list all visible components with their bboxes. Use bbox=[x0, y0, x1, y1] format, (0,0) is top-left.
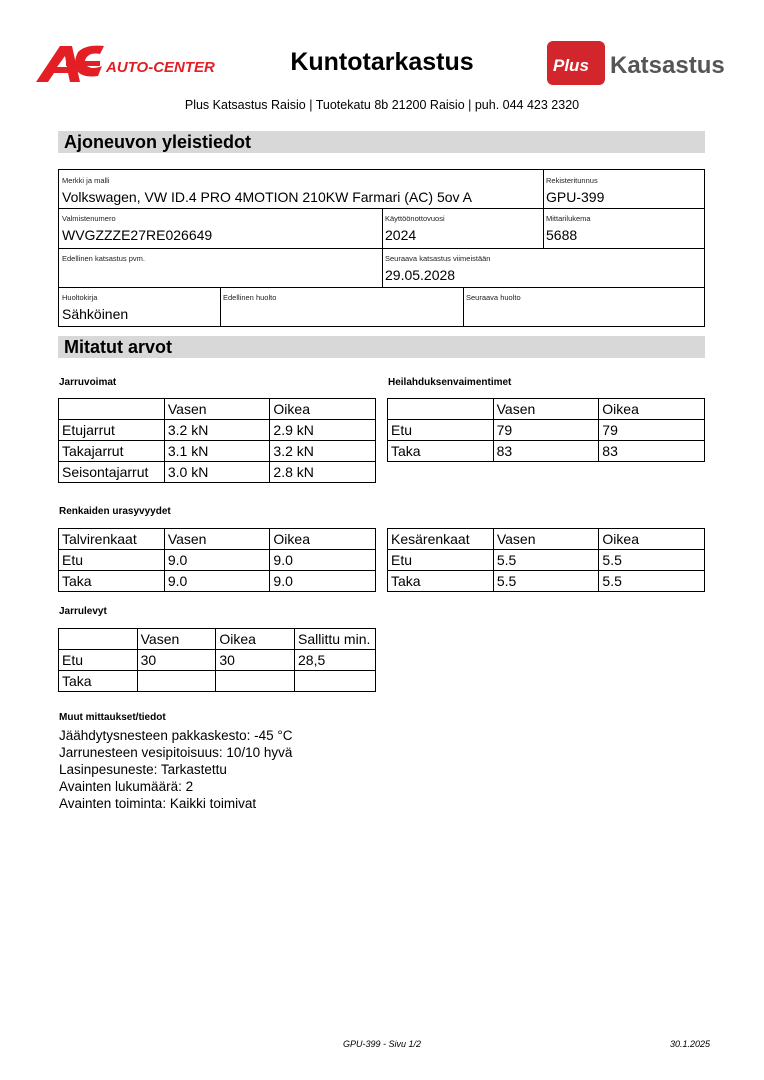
table-cell: 9.0 bbox=[164, 571, 270, 592]
table-cell bbox=[388, 399, 494, 420]
brakes-table bbox=[58, 398, 376, 483]
registration-label: Rekisteritunnus bbox=[546, 176, 598, 185]
table-cell: Takajarrut bbox=[59, 441, 165, 462]
tires-label: Renkaiden urasyvyydet bbox=[59, 506, 171, 517]
next-inspection-value: 29.05.2028 bbox=[385, 267, 456, 283]
svg-text:Katsastus: Katsastus bbox=[610, 52, 725, 79]
table-row bbox=[59, 629, 376, 650]
service-book-cell bbox=[59, 287, 220, 327]
list-item: Avainten toiminta: Kaikki toimivat bbox=[59, 796, 257, 811]
first-use-cell bbox=[382, 208, 543, 248]
list-item: Lasinpesuneste: Tarkastettu bbox=[59, 762, 227, 777]
table-cell: Oikea bbox=[599, 529, 705, 550]
table-cell: Kesärenkaat bbox=[388, 529, 494, 550]
next-inspection-label: Seuraava katsastus viimeistään bbox=[385, 254, 491, 263]
table-cell: 9.0 bbox=[270, 550, 376, 571]
table-cell: 79 bbox=[599, 420, 705, 441]
table-cell: 28,5 bbox=[295, 650, 376, 671]
table-cell: Taka bbox=[388, 571, 494, 592]
brakes-label: Jarruvoimat bbox=[59, 377, 117, 388]
first-use-value: 2024 bbox=[385, 227, 417, 243]
table-cell: 5.5 bbox=[493, 550, 599, 571]
odometer-cell bbox=[543, 208, 704, 248]
address-line: Plus Katsastus Raisio | Tuotekatu 8b 21200 Raisio | puh. 044 423 2320 bbox=[184, 98, 580, 112]
table-row bbox=[59, 441, 376, 462]
table-row bbox=[59, 650, 376, 671]
discs-label: Jarrulevyt bbox=[59, 606, 107, 617]
table-row bbox=[59, 462, 376, 483]
table-row bbox=[59, 420, 376, 441]
page-title: Kuntotarkastus bbox=[290, 48, 474, 76]
shocks-table bbox=[387, 398, 705, 462]
prev-service-label: Edellinen huolto bbox=[223, 293, 277, 302]
table-cell: Taka bbox=[59, 571, 165, 592]
prev-inspection-label: Edellinen katsastus pvm. bbox=[62, 254, 145, 263]
next-service-cell bbox=[463, 287, 704, 327]
table-cell bbox=[137, 671, 216, 692]
brake-discs-table bbox=[58, 628, 376, 692]
table-cell bbox=[59, 629, 138, 650]
table-cell: Vasen bbox=[137, 629, 216, 650]
next-inspection-cell bbox=[382, 248, 704, 287]
table-row bbox=[59, 529, 376, 550]
make-model-cell bbox=[59, 170, 543, 208]
list-item: Jarrunesteen vesipitoisuus: 10/10 hyvä bbox=[59, 745, 293, 760]
section-measured-values: Mitatut arvot bbox=[58, 336, 705, 358]
vehicle-info-box bbox=[58, 169, 705, 327]
table-row bbox=[59, 399, 376, 420]
table-row bbox=[388, 441, 705, 462]
table-cell: Oikea bbox=[599, 399, 705, 420]
table-cell: Vasen bbox=[493, 529, 599, 550]
prev-inspection-cell bbox=[59, 248, 382, 287]
table-cell: Talvirenkaat bbox=[59, 529, 165, 550]
vin-cell bbox=[59, 208, 382, 248]
section-general-info: Ajoneuvon yleistiedot bbox=[58, 131, 705, 153]
service-book-label: Huoltokirja bbox=[62, 293, 98, 302]
first-use-label: Käyttöönottovuosi bbox=[385, 214, 445, 223]
summer-tires-table bbox=[387, 528, 705, 592]
vin-value: WVGZZZE27RE026649 bbox=[62, 227, 213, 243]
table-cell: Sallittu min. bbox=[295, 629, 376, 650]
odometer-value: 5688 bbox=[546, 227, 578, 243]
table-cell: Etu bbox=[388, 420, 494, 441]
table-row bbox=[388, 550, 705, 571]
odometer-label: Mittarilukema bbox=[546, 214, 591, 223]
table-cell: 30 bbox=[137, 650, 216, 671]
other-measurements bbox=[59, 727, 293, 812]
winter-tires-table bbox=[58, 528, 376, 592]
table-row bbox=[59, 671, 376, 692]
svg-text:Plus: Plus bbox=[553, 56, 589, 75]
registration-cell bbox=[543, 170, 704, 208]
table-cell: 9.0 bbox=[164, 550, 270, 571]
table-cell: Taka bbox=[59, 671, 138, 692]
table-row bbox=[388, 399, 705, 420]
service-book-value: Sähköinen bbox=[62, 306, 129, 322]
footer-date: 30.1.2025 bbox=[669, 1039, 710, 1049]
table-cell: 83 bbox=[599, 441, 705, 462]
table-row bbox=[388, 420, 705, 441]
table-cell: Vasen bbox=[164, 399, 270, 420]
table-cell: Etu bbox=[388, 550, 494, 571]
table-row bbox=[59, 550, 376, 571]
shocks-label: Heilahduksenvaimentimet bbox=[388, 377, 512, 388]
table-cell: 2.9 kN bbox=[270, 420, 376, 441]
table-cell: 30 bbox=[216, 650, 295, 671]
table-cell: 5.5 bbox=[599, 571, 705, 592]
prev-service-cell bbox=[220, 287, 463, 327]
table-cell: Etujarrut bbox=[59, 420, 165, 441]
table-cell: 5.5 bbox=[493, 571, 599, 592]
table-cell: 3.1 kN bbox=[164, 441, 270, 462]
table-cell: Seisontajarrut bbox=[59, 462, 165, 483]
next-service-label: Seuraava huolto bbox=[466, 293, 521, 302]
table-cell: Oikea bbox=[216, 629, 295, 650]
vin-label: Valmistenumero bbox=[62, 214, 116, 223]
table-cell: Etu bbox=[59, 550, 165, 571]
table-cell bbox=[59, 399, 165, 420]
registration-value: GPU-399 bbox=[546, 189, 605, 205]
table-cell: 79 bbox=[493, 420, 599, 441]
table-cell: Oikea bbox=[270, 399, 376, 420]
table-cell: Vasen bbox=[164, 529, 270, 550]
table-cell: Oikea bbox=[270, 529, 376, 550]
table-cell: 5.5 bbox=[599, 550, 705, 571]
table-cell: Taka bbox=[388, 441, 494, 462]
table-cell: 3.0 kN bbox=[164, 462, 270, 483]
list-item: Avainten lukumäärä: 2 bbox=[59, 779, 194, 794]
table-cell: 9.0 bbox=[270, 571, 376, 592]
footer-page: GPU-399 - Sivu 1/2 bbox=[342, 1039, 422, 1049]
table-cell: Vasen bbox=[493, 399, 599, 420]
svg-text:AUTO-CENTER: AUTO-CENTER bbox=[106, 59, 215, 76]
list-item: Jäähdytysnesteen pakkaskesto: -45 °C bbox=[59, 728, 293, 743]
table-cell bbox=[216, 671, 295, 692]
table-cell: 2.8 kN bbox=[270, 462, 376, 483]
plus-katsastus-logo bbox=[546, 40, 728, 86]
table-cell: 3.2 kN bbox=[164, 420, 270, 441]
other-label: Muut mittaukset/tiedot bbox=[59, 712, 166, 723]
table-cell bbox=[295, 671, 376, 692]
table-cell: Etu bbox=[59, 650, 138, 671]
table-cell: 3.2 kN bbox=[270, 441, 376, 462]
table-row bbox=[59, 571, 376, 592]
table-row bbox=[388, 529, 705, 550]
table-row bbox=[388, 571, 705, 592]
table-cell: 83 bbox=[493, 441, 599, 462]
make-model-label: Merkki ja malli bbox=[62, 176, 110, 185]
make-model-value: Volkswagen, VW ID.4 PRO 4MOTION 210KW Farmari (AC) 5ov A bbox=[62, 189, 472, 205]
